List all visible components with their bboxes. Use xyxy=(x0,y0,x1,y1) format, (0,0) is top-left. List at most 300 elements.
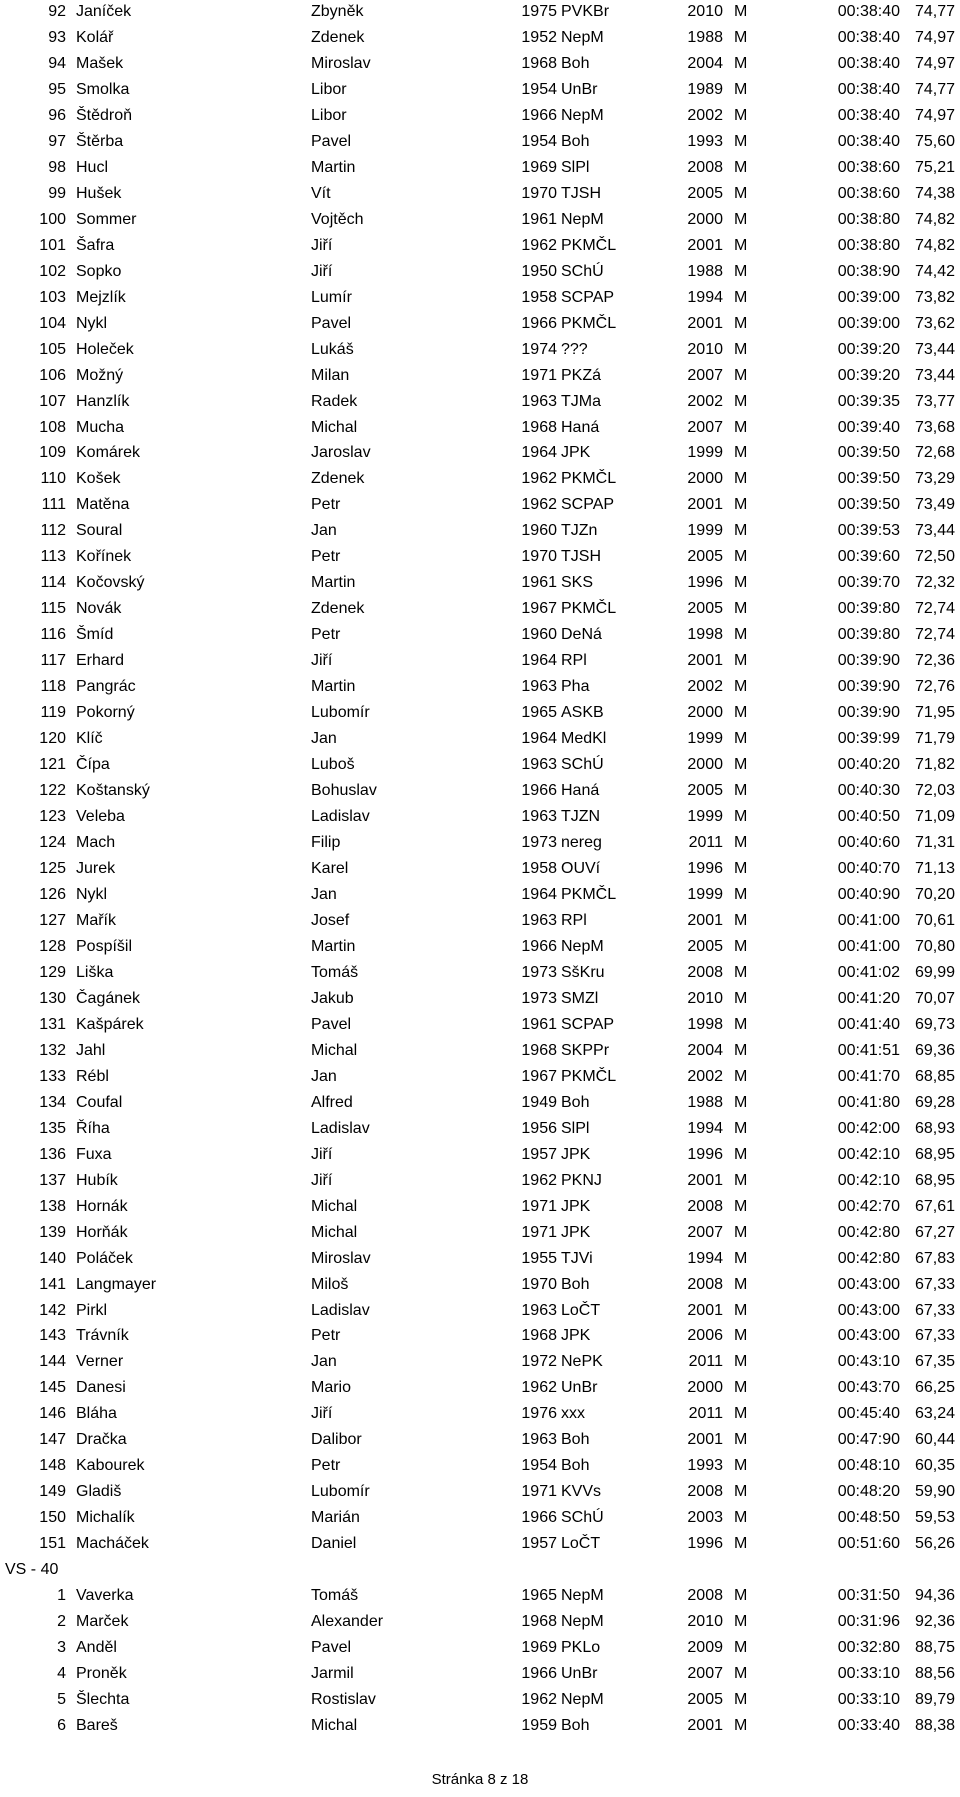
percent-cell: 89,79 xyxy=(914,1691,955,1709)
time-cell: 00:39:53 xyxy=(837,522,900,540)
club-cell: TJZN xyxy=(561,808,601,826)
gender-cell: M xyxy=(734,756,748,774)
surname-cell: Vaverka xyxy=(76,1587,134,1605)
first-name-cell: Ladislav xyxy=(311,1119,370,1137)
time-cell: 00:38:40 xyxy=(837,28,900,46)
gender-cell: M xyxy=(734,158,748,176)
surname-cell: Matěna xyxy=(76,496,130,514)
surname-cell: Kořínek xyxy=(76,548,132,566)
surname-cell: Bareš xyxy=(76,1717,118,1735)
club-cell: PKLo xyxy=(561,1639,601,1657)
surname-cell: Mejzlík xyxy=(76,288,126,306)
registration-year-cell: 1999 xyxy=(687,808,723,826)
percent-cell: 71,09 xyxy=(914,808,955,826)
rank-cell: 109 xyxy=(39,444,66,462)
gender-cell: M xyxy=(734,288,748,306)
time-cell: 00:33:10 xyxy=(837,1691,900,1709)
registration-year-cell: 1998 xyxy=(687,626,723,644)
time-cell: 00:40:50 xyxy=(837,808,900,826)
registration-year-cell: 1998 xyxy=(687,1015,723,1033)
table-row xyxy=(0,210,960,236)
percent-cell: 72,68 xyxy=(914,444,955,462)
club-cell: Boh xyxy=(561,1717,590,1735)
club-cell: NepM xyxy=(561,937,604,955)
registration-year-cell: 1988 xyxy=(687,28,723,46)
registration-year-cell: 2001 xyxy=(687,652,723,670)
first-name-cell: Jiří xyxy=(311,1145,333,1163)
registration-year-cell: 1996 xyxy=(687,860,723,877)
club-cell: NePK xyxy=(561,1353,603,1371)
surname-cell: Čípa xyxy=(76,756,110,774)
time-cell: 00:41:02 xyxy=(837,963,900,981)
first-name-cell: Martin xyxy=(311,678,356,696)
percent-cell: 74,38 xyxy=(914,184,955,202)
gender-cell: M xyxy=(734,1093,748,1111)
rank-cell: 114 xyxy=(40,574,66,592)
registration-year-cell: 1999 xyxy=(687,730,723,748)
percent-cell: 74,42 xyxy=(914,262,955,280)
birth-year-cell: 1958 xyxy=(521,288,557,306)
table-row xyxy=(0,963,960,989)
rank-cell: 143 xyxy=(39,1327,66,1345)
club-cell: SCPAP xyxy=(561,496,615,514)
table-row xyxy=(0,469,960,495)
table-row xyxy=(0,807,960,833)
percent-cell: 75,60 xyxy=(914,132,955,150)
gender-cell: M xyxy=(734,1067,748,1085)
surname-cell: Kočovský xyxy=(76,574,145,592)
surname-cell: Mašek xyxy=(76,54,124,72)
gender-cell: M xyxy=(734,1457,748,1475)
birth-year-cell: 1971 xyxy=(521,1223,557,1241)
rank-cell: 101 xyxy=(39,236,66,254)
rank-cell: 137 xyxy=(39,1171,66,1189)
first-name-cell: Michal xyxy=(311,1717,358,1735)
registration-year-cell: 2005 xyxy=(687,1691,723,1709)
surname-cell: Šlechta xyxy=(76,1691,130,1709)
percent-cell: 73,68 xyxy=(914,418,955,436)
first-name-cell: Vojtěch xyxy=(311,210,364,228)
table-row xyxy=(0,288,960,314)
club-cell: NepM xyxy=(561,1613,604,1631)
club-cell: NepM xyxy=(561,1587,604,1605)
first-name-cell: Vít xyxy=(311,184,331,202)
registration-year-cell: 2007 xyxy=(687,1223,723,1241)
club-cell: OUVí xyxy=(561,860,601,877)
gender-cell: M xyxy=(734,963,748,981)
birth-year-cell: 1963 xyxy=(521,678,557,696)
first-name-cell: Rostislav xyxy=(311,1691,376,1709)
percent-cell: 71,13 xyxy=(914,860,955,877)
surname-cell: Jahl xyxy=(76,1041,106,1059)
club-cell: SCPAP xyxy=(561,1015,615,1033)
table-row xyxy=(0,28,960,54)
percent-cell: 74,97 xyxy=(914,54,955,72)
birth-year-cell: 1966 xyxy=(521,782,557,800)
time-cell: 00:38:40 xyxy=(837,54,900,72)
rank-cell: 110 xyxy=(40,470,66,488)
registration-year-cell: 2000 xyxy=(687,1379,723,1397)
birth-year-cell: 1973 xyxy=(521,834,557,852)
club-cell: xxx xyxy=(561,1405,585,1423)
gender-cell: M xyxy=(734,1717,748,1735)
surname-cell: Klíč xyxy=(76,730,103,748)
club-cell: PVKBr xyxy=(561,3,610,20)
rank-cell: 128 xyxy=(39,937,66,955)
club-cell: PKNJ xyxy=(561,1171,602,1189)
percent-cell: 73,44 xyxy=(914,340,955,358)
first-name-cell: Lukáš xyxy=(311,340,354,358)
time-cell: 00:39:80 xyxy=(837,626,900,644)
birth-year-cell: 1968 xyxy=(521,1613,557,1631)
rank-cell: 107 xyxy=(39,392,66,410)
rank-cell: 148 xyxy=(39,1457,66,1475)
percent-cell: 92,36 xyxy=(914,1613,955,1631)
surname-cell: Mucha xyxy=(76,418,125,436)
first-name-cell: Martin xyxy=(311,574,356,592)
time-cell: 00:39:99 xyxy=(837,730,900,748)
birth-year-cell: 1961 xyxy=(521,210,557,228)
percent-cell: 70,20 xyxy=(914,885,955,903)
table-row xyxy=(0,885,960,911)
surname-cell: Pirkl xyxy=(76,1301,108,1319)
rank-cell: 126 xyxy=(39,885,66,903)
table-row xyxy=(0,1586,960,1612)
club-cell: Boh xyxy=(561,1457,590,1475)
club-cell: PKMČL xyxy=(561,236,617,254)
percent-cell: 70,80 xyxy=(914,937,955,955)
rank-cell: 96 xyxy=(48,106,66,124)
time-cell: 00:42:10 xyxy=(837,1171,900,1189)
club-cell: TJSH xyxy=(561,548,601,566)
registration-year-cell: 2000 xyxy=(687,704,723,722)
rank-cell: 131 xyxy=(39,1015,66,1033)
gender-cell: M xyxy=(734,314,748,332)
surname-cell: Langmayer xyxy=(76,1275,157,1293)
rank-cell: 139 xyxy=(39,1223,66,1241)
gender-cell: M xyxy=(734,1639,748,1657)
birth-year-cell: 1964 xyxy=(521,444,557,462)
percent-cell: 69,99 xyxy=(914,963,955,981)
club-cell: KVVs xyxy=(561,1483,602,1501)
club-cell: SšKru xyxy=(561,963,605,981)
rank-cell: 99 xyxy=(48,184,66,202)
birth-year-cell: 1975 xyxy=(521,3,557,20)
birth-year-cell: 1964 xyxy=(521,885,557,903)
time-cell: 00:39:70 xyxy=(837,574,900,592)
time-cell: 00:43:10 xyxy=(837,1353,900,1371)
rank-cell: 92 xyxy=(48,3,66,20)
percent-cell: 73,82 xyxy=(914,288,955,306)
time-cell: 00:42:80 xyxy=(837,1223,900,1241)
time-cell: 00:39:90 xyxy=(837,704,900,722)
gender-cell: M xyxy=(734,704,748,722)
time-cell: 00:41:51 xyxy=(837,1041,900,1059)
percent-cell: 71,95 xyxy=(914,704,955,722)
first-name-cell: Zbyněk xyxy=(311,3,364,20)
registration-year-cell: 2011 xyxy=(688,834,723,852)
first-name-cell: Miroslav xyxy=(311,1249,371,1267)
birth-year-cell: 1970 xyxy=(521,1275,557,1293)
surname-cell: Verner xyxy=(76,1353,124,1371)
percent-cell: 63,24 xyxy=(914,1405,955,1423)
time-cell: 00:38:80 xyxy=(837,210,900,228)
birth-year-cell: 1958 xyxy=(521,860,557,877)
gender-cell: M xyxy=(734,1509,748,1527)
surname-cell: Horňák xyxy=(76,1223,128,1241)
rank-cell: 120 xyxy=(39,730,66,748)
table-row xyxy=(0,1249,960,1275)
birth-year-cell: 1968 xyxy=(521,54,557,72)
club-cell: JPK xyxy=(561,1327,591,1345)
surname-cell: Hušek xyxy=(76,184,122,202)
table-row xyxy=(0,418,960,444)
gender-cell: M xyxy=(734,885,748,903)
rank-cell: 135 xyxy=(39,1119,66,1137)
gender-cell: M xyxy=(734,834,748,852)
registration-year-cell: 2001 xyxy=(687,1301,723,1319)
birth-year-cell: 1968 xyxy=(521,1327,557,1345)
table-row xyxy=(0,54,960,80)
registration-year-cell: 2007 xyxy=(687,1665,723,1683)
birth-year-cell: 1966 xyxy=(521,314,557,332)
table-row xyxy=(0,340,960,366)
time-cell: 00:39:50 xyxy=(837,496,900,514)
time-cell: 00:42:10 xyxy=(837,1145,900,1163)
first-name-cell: Ladislav xyxy=(311,1301,370,1319)
birth-year-cell: 1963 xyxy=(521,392,557,410)
club-cell: PKZá xyxy=(561,366,602,384)
registration-year-cell: 1999 xyxy=(687,885,723,903)
time-cell: 00:39:00 xyxy=(837,314,900,332)
birth-year-cell: 1971 xyxy=(521,366,557,384)
surname-cell: Košek xyxy=(76,470,121,488)
first-name-cell: Petr xyxy=(311,1327,341,1345)
birth-year-cell: 1972 xyxy=(521,1353,557,1371)
birth-year-cell: 1956 xyxy=(521,1119,557,1137)
first-name-cell: Marián xyxy=(311,1509,360,1527)
rank-cell: 117 xyxy=(40,652,66,670)
surname-cell: Hubík xyxy=(76,1171,118,1189)
percent-cell: 59,90 xyxy=(914,1483,955,1501)
table-row xyxy=(0,1716,960,1742)
first-name-cell: Petr xyxy=(311,626,341,644)
club-cell: RPl xyxy=(561,911,587,929)
surname-cell: Hornák xyxy=(76,1197,128,1215)
club-cell: TJMa xyxy=(561,392,601,410)
table-row xyxy=(0,1378,960,1404)
surname-cell: Coufal xyxy=(76,1093,123,1111)
club-cell: SChÚ xyxy=(561,1509,604,1527)
surname-cell: Kolář xyxy=(76,28,114,46)
gender-cell: M xyxy=(734,652,748,670)
table-row xyxy=(0,1404,960,1430)
rank-cell: 130 xyxy=(39,989,66,1007)
club-cell: SlPl xyxy=(561,1119,590,1137)
gender-cell: M xyxy=(734,911,748,929)
gender-cell: M xyxy=(734,678,748,696)
gender-cell: M xyxy=(734,392,748,410)
gender-cell: M xyxy=(734,1015,748,1033)
time-cell: 00:39:50 xyxy=(837,470,900,488)
table-row xyxy=(0,599,960,625)
first-name-cell: Bohuslav xyxy=(311,782,377,800)
table-row xyxy=(0,366,960,392)
surname-cell: Hucl xyxy=(76,158,109,176)
first-name-cell: Radek xyxy=(311,392,358,410)
rank-cell: 104 xyxy=(39,314,66,332)
percent-cell: 68,95 xyxy=(914,1171,955,1189)
table-row xyxy=(0,833,960,859)
club-cell: Boh xyxy=(561,54,590,72)
registration-year-cell: 2001 xyxy=(687,236,723,254)
first-name-cell: Lubomír xyxy=(311,1483,370,1501)
gender-cell: M xyxy=(734,366,748,384)
birth-year-cell: 1954 xyxy=(521,80,557,98)
rank-cell: 140 xyxy=(39,1249,66,1267)
percent-cell: 66,25 xyxy=(914,1379,955,1397)
birth-year-cell: 1970 xyxy=(521,548,557,566)
club-cell: PKMČL xyxy=(561,885,617,903)
time-cell: 00:41:70 xyxy=(837,1067,900,1085)
first-name-cell: Jan xyxy=(311,1067,337,1085)
birth-year-cell: 1967 xyxy=(521,1067,557,1085)
registration-year-cell: 2005 xyxy=(687,548,723,566)
first-name-cell: Zdenek xyxy=(311,470,365,488)
percent-cell: 94,36 xyxy=(914,1587,955,1605)
table-row xyxy=(0,1638,960,1664)
percent-cell: 70,07 xyxy=(914,989,955,1007)
registration-year-cell: 2010 xyxy=(687,3,723,20)
first-name-cell: Luboš xyxy=(311,756,355,774)
table-row xyxy=(0,1690,960,1716)
rank-cell: 5 xyxy=(57,1691,66,1709)
surname-cell: Soural xyxy=(76,522,123,540)
registration-year-cell: 2005 xyxy=(687,782,723,800)
time-cell: 00:38:80 xyxy=(837,236,900,254)
first-name-cell: Karel xyxy=(311,860,349,877)
first-name-cell: Jan xyxy=(311,1353,337,1371)
surname-cell: Liška xyxy=(76,963,114,981)
rank-cell: 108 xyxy=(39,418,66,436)
club-cell: SKPPr xyxy=(561,1041,610,1059)
table-row xyxy=(0,1612,960,1638)
gender-cell: M xyxy=(734,574,748,592)
percent-cell: 70,61 xyxy=(914,911,955,929)
time-cell: 00:39:00 xyxy=(837,288,900,306)
surname-cell: Sopko xyxy=(76,262,122,280)
club-cell: nereg xyxy=(561,834,602,852)
first-name-cell: Libor xyxy=(311,80,347,98)
club-cell: Boh xyxy=(561,1431,590,1449)
birth-year-cell: 1966 xyxy=(521,937,557,955)
gender-cell: M xyxy=(734,1171,748,1189)
table-row xyxy=(0,1301,960,1327)
birth-year-cell: 1961 xyxy=(521,1015,557,1033)
first-name-cell: Michal xyxy=(311,1197,358,1215)
gender-cell: M xyxy=(734,937,748,955)
registration-year-cell: 1988 xyxy=(687,262,723,280)
time-cell: 00:47:90 xyxy=(837,1431,900,1449)
percent-cell: 67,33 xyxy=(914,1275,955,1293)
rank-cell: 106 xyxy=(39,366,66,384)
percent-cell: 67,35 xyxy=(914,1353,955,1371)
percent-cell: 69,28 xyxy=(914,1093,955,1111)
registration-year-cell: 2008 xyxy=(687,1483,723,1501)
club-cell: UnBr xyxy=(561,1379,598,1397)
registration-year-cell: 2001 xyxy=(687,314,723,332)
surname-cell: Štěrba xyxy=(76,132,124,150)
gender-cell: M xyxy=(734,54,748,72)
table-row xyxy=(0,989,960,1015)
rank-cell: 105 xyxy=(39,340,66,358)
first-name-cell: Zdenek xyxy=(311,600,365,618)
percent-cell: 72,03 xyxy=(914,782,955,800)
first-name-cell: Petr xyxy=(311,496,341,514)
surname-cell: Macháček xyxy=(76,1535,149,1553)
birth-year-cell: 1962 xyxy=(521,496,557,514)
registration-year-cell: 2005 xyxy=(687,184,723,202)
time-cell: 00:42:80 xyxy=(837,1249,900,1267)
club-cell: UnBr xyxy=(561,80,598,98)
time-cell: 00:45:40 xyxy=(837,1405,900,1423)
club-cell: LoČT xyxy=(561,1301,601,1319)
time-cell: 00:39:50 xyxy=(837,444,900,462)
rank-cell: 94 xyxy=(48,54,66,72)
time-cell: 00:38:40 xyxy=(837,132,900,150)
rank-cell: 95 xyxy=(48,80,66,98)
table-row xyxy=(0,521,960,547)
birth-year-cell: 1955 xyxy=(521,1249,557,1267)
first-name-cell: Jaroslav xyxy=(311,444,371,462)
surname-cell: Pospíšil xyxy=(76,937,133,955)
table-row xyxy=(0,911,960,937)
time-cell: 00:39:90 xyxy=(837,652,900,670)
percent-cell: 75,21 xyxy=(914,158,955,176)
registration-year-cell: 2001 xyxy=(687,1171,723,1189)
percent-cell: 69,36 xyxy=(914,1041,955,1059)
club-cell: SlPl xyxy=(561,158,590,176)
rank-cell: 115 xyxy=(40,600,66,618)
rank-cell: 149 xyxy=(39,1483,66,1501)
table-row xyxy=(0,1430,960,1456)
surname-cell: Hanzlík xyxy=(76,392,130,410)
first-name-cell: Jiří xyxy=(311,262,333,280)
first-name-cell: Michal xyxy=(311,418,358,436)
gender-cell: M xyxy=(734,1223,748,1241)
gender-cell: M xyxy=(734,1535,748,1553)
gender-cell: M xyxy=(734,3,748,20)
birth-year-cell: 1966 xyxy=(521,106,557,124)
gender-cell: M xyxy=(734,522,748,540)
registration-year-cell: 2006 xyxy=(687,1327,723,1345)
gender-cell: M xyxy=(734,1249,748,1267)
gender-cell: M xyxy=(734,1327,748,1345)
first-name-cell: Jan xyxy=(311,522,337,540)
club-cell: NepM xyxy=(561,210,604,228)
rank-cell: 116 xyxy=(40,626,66,644)
first-name-cell: Pavel xyxy=(311,314,352,332)
rank-cell: 113 xyxy=(40,548,66,566)
time-cell: 00:40:60 xyxy=(837,834,900,852)
club-cell: JPK xyxy=(561,444,591,462)
table-row xyxy=(0,262,960,288)
time-cell: 00:33:10 xyxy=(837,1665,900,1683)
birth-year-cell: 1965 xyxy=(521,1587,557,1605)
time-cell: 00:39:40 xyxy=(837,418,900,436)
gender-cell: M xyxy=(734,28,748,46)
table-row xyxy=(0,1664,960,1690)
